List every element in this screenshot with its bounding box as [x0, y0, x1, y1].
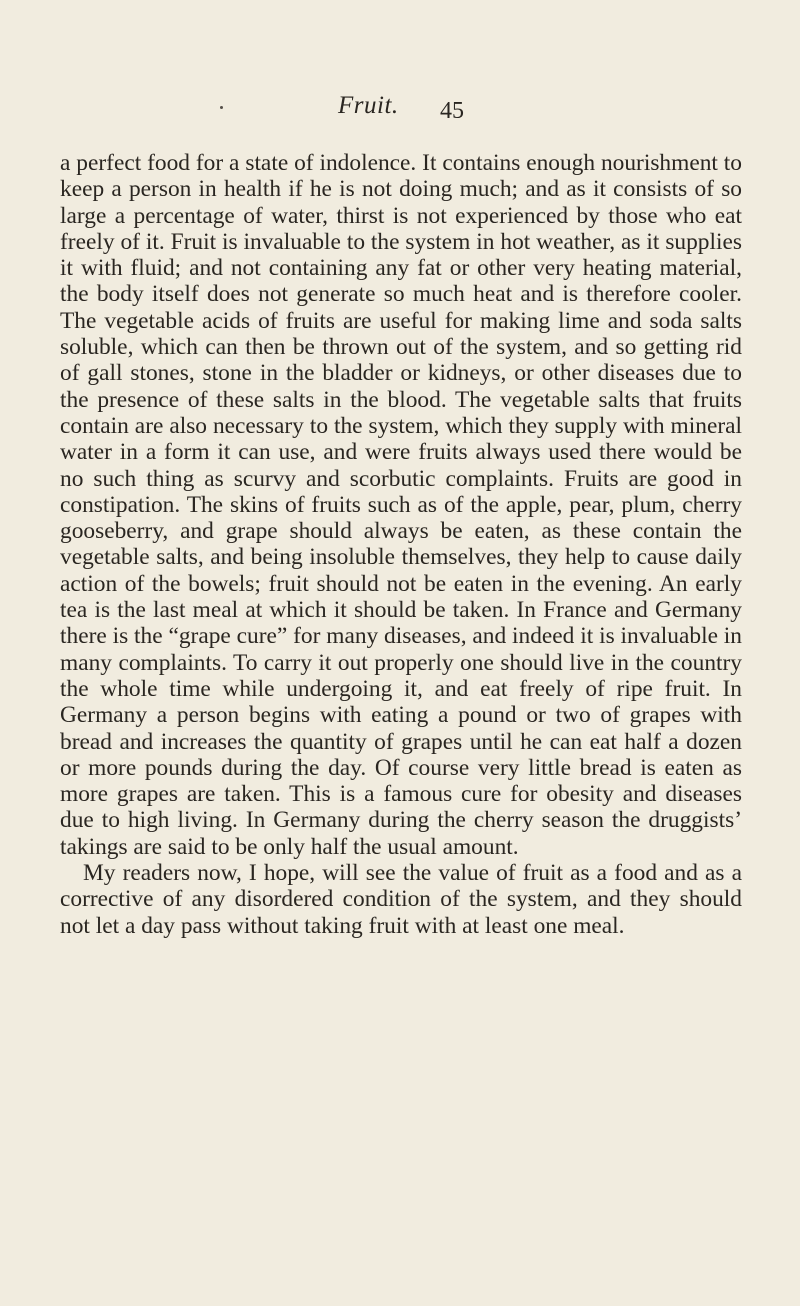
- running-head: [60, 92, 740, 132]
- paragraph-continued: a perfect food for a state of indolence. It contains enough nourishment to keep a person in health if he is not doing much; and as it consists of so large a percentage of water, thirst is not experienced by those who eat freely of it. Fruit is invaluable to the system in hot weather, as it supplies it with fluid; and not containing any fat or other very heating material, the body itself does not generate so much heat and is therefore cooler. The vegetable acids of fruits are useful for making lime and soda salts soluble, which can then be thrown out of the system, and so getting rid of gall stones, stone in the bladder or kidneys, or other diseases due to the presence of these salts in the blood. The vegetable salts that fruits contain are also necessary to the system, which they supply with mineral water in a form it can use, and were fruits always used there would be no such thing as scurvy and scorbutic complaints. Fruits are good in constipation. The skins of fruits such as of the apple, pear, plum, cherry gooseberry, and grape should always be eaten, as these contain the vegetable salts, and being insoluble themselves, they help to cause daily action of the bowels; fruit should not be eaten in the evening. An early tea is the last meal at which it should be taken. In France and Germany there is the “grape cure” for many diseases, and indeed it is invaluable in many complaints. To carry it out properly one should live in the country the whole time while undergoing it, and eat freely of ripe fruit. In Germany a person begins with eating a pound or two of grapes with bread and increases the quantity of grapes until he can eat half a dozen or more pounds during the day. Of course very little bread is eaten as more grapes are taken. This is a famous cure for obesity and diseases due to high living. In Germany during the cherry season the druggists’ takings are said to be only half the usual amount.: [60, 150, 742, 860]
- header-dot-mark: [220, 106, 223, 109]
- body-text: [60, 150, 742, 939]
- page-number: 45: [440, 98, 464, 124]
- page-title: Fruit.: [338, 92, 399, 119]
- paragraph-closing: My readers now, I hope, will see the value of fruit as a food and as a corrective of any disordered condition of the system, and they should not let a day pass without taking fruit with at least one meal.: [60, 860, 742, 939]
